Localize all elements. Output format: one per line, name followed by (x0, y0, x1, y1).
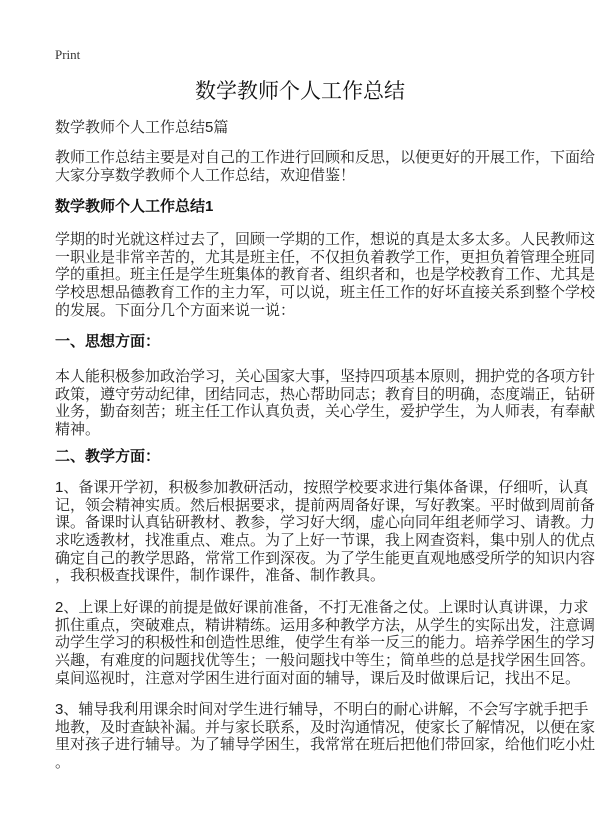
text-line: 课。备课时认真钻研教材、教参，学习好大纲，虚心向同年组老师学习、请教。力 (55, 514, 596, 532)
text-line: 精神。 (55, 421, 101, 439)
section-heading-teaching: 二、教学方面： (55, 448, 161, 465)
intro-paragraph (55, 149, 595, 184)
text-line: 学的重担。班主任是学生班集体的教育者、组织者和，也是学校教育工作、尤其是 (55, 266, 596, 284)
section-heading-1: 数学教师个人工作总结1 (55, 198, 214, 215)
text-line: 记，领会精神实质。然后根据要求，提前两周备好课，写好教案。平时做到周前备 (55, 496, 596, 514)
text-line: 本人能积极参加政治学习，关心国家大事，坚持四项基本原则，拥护党的各项方针 (55, 368, 596, 385)
text-line: 学校思想品德教育工作的主力军，可以说，班主任工作的好坏直接关系到整个学校 (55, 284, 596, 302)
text-line: 学期的时光就这样过去了，回顾一学期的工作，想说的真是太多太多。人民教师这 (55, 231, 596, 248)
paragraph-thought (55, 368, 595, 439)
section-heading-thought: 一、思想方面： (55, 333, 161, 350)
text-line: 桌间巡视时，注意对学困生进行面对面的辅导，课后及时做课后记，找出不足。 (55, 669, 581, 687)
text-line: 2、上课上好课的前提是做好课前准备，不打无准备之仗。上课时认真讲课，力求 (55, 599, 589, 616)
text-line: 1、备课开学初，积极参加教研活动，按照学校要求进行集体备课，仔细听，认真 (55, 479, 589, 496)
print-link[interactable]: Print (55, 47, 81, 62)
text-line: 求吃透教材，找准重点、难点。为了上好一节课，我上网查资料，集中别人的优点 (55, 532, 596, 550)
text-line: 一职业是非常辛苦的，尤其是班主任，不仅担负着教学工作，更担负着管理全班同 (55, 248, 596, 266)
paragraph-item-2 (55, 599, 595, 687)
text-line: 里对孩子进行辅导。为了辅导学困生，我常常在班后把他们带回家，给他们吃小灶 (55, 736, 596, 754)
text-line: 教师工作总结主要是对自己的工作进行回顾和反思，以便更好的开展工作，下面给 (55, 149, 596, 166)
text-line: 业务，勤奋刻苦；班主任工作认真负责，关心学生，爱护学生，为人师表，有奉献 (55, 403, 596, 421)
text-line: 的发展。下面分几个方面来说一说： (55, 301, 296, 319)
subtitle: 数学教师个人工作总结5篇 (55, 119, 229, 136)
text-line: 确定自己的教学思路，常常工作到深夜。为了学生能更直观地感受所学的知识内容 (55, 549, 596, 567)
text-line: 兴趣，有难度的问题找优等生；一般问题找中等生；简单些的总是找学困生回答。 (55, 652, 596, 670)
paragraph-item-3 (55, 701, 595, 772)
document-title: 数学教师个人工作总结 (195, 80, 405, 103)
text-line: 3、辅导我利用课余时间对学生进行辅导，不明白的耐心讲解，不会写字就手把手 (55, 701, 589, 718)
paragraph-1 (55, 231, 595, 319)
text-line: 抓住重点，突破难点，精讲精练。运用多种教学方法，从学生的实际出发，注意调 (55, 616, 596, 634)
text-line: 地教，及时查缺补漏。并与家长联系，及时沟通情况，使家长了解情况，以便在家 (55, 718, 596, 736)
text-line: 。 (55, 754, 71, 772)
text-line: 大家分享数学教师个人工作总结，欢迎借鉴！ (55, 166, 356, 184)
text-line: ，我积极查找课件，制作课件，准备、制作教具。 (55, 567, 386, 585)
text-line: 动学生学习的积极性和创造性思维，使学生有举一反三的能力。培养学困生的学习 (55, 634, 596, 652)
text-line: 政策，遵守劳动纪律，团结同志，热心帮助同志；教育目的明确，态度端正，钻研 (55, 385, 596, 403)
paragraph-item-1 (55, 479, 595, 585)
